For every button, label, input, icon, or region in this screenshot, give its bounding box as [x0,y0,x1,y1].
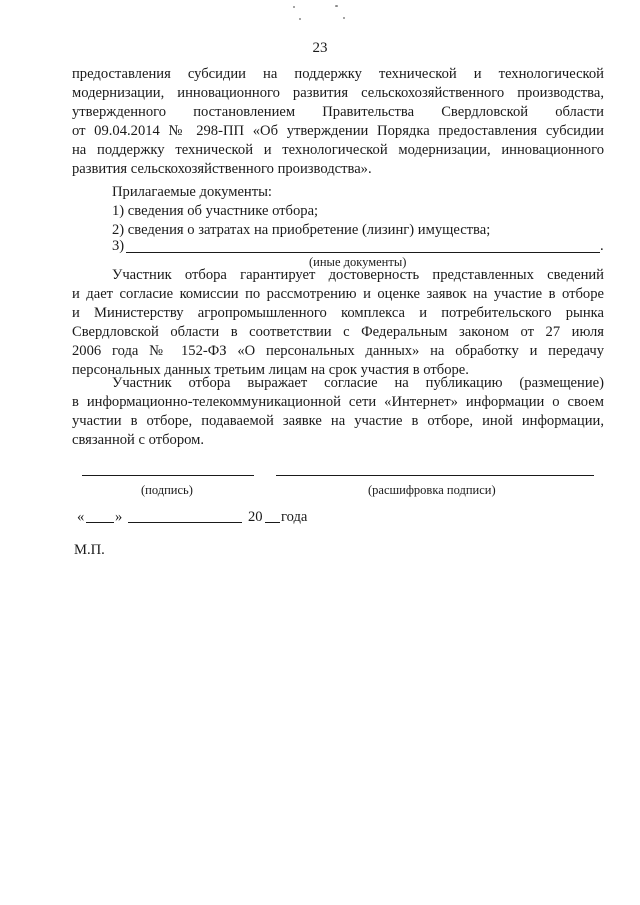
scan-speck [335,5,338,7]
text-line: модернизации, инновационного развития сельскохозяйственного производства, [72,85,604,101]
text-line: Участник отбора гарантирует достоверность представленных сведений [112,267,604,283]
attachment-item-3-blank [126,252,600,253]
text-line: Свердловской области в соответствии с Федеральным законом от 27 июля [72,324,604,340]
text-line: на поддержку технической и технологической модернизации, инновационного [72,142,604,158]
guarantee-paragraph [72,266,604,380]
date-open-quote: « [77,509,85,525]
signature-decode-caption: (расшифровка подписи) [368,483,496,497]
text-line: и Министерству агропромышленного комплекса и потребительского рынка [72,305,604,321]
text-line: предоставления субсидии на поддержку технической и технологической [72,66,604,82]
signature-line [82,475,254,476]
attachment-item-3-suffix: . [600,238,604,254]
text-line: персональных данных третьим лицам на срок участия в отборе. [72,362,469,378]
text-line: от 09.04.2014 № 298-ПП «Об утверждении Порядка предоставления субсидии [72,123,604,139]
scan-speck [293,6,295,8]
attachment-item-1: 1) сведения об участнике отбора; [112,203,319,219]
attachment-item-3-caption: (иные документы) [309,255,407,269]
date-month-blank [128,522,242,523]
text-line: Участник отбора выражает согласие на публикацию (размещение) [112,375,604,391]
date-day-blank [86,522,114,523]
text-line: в информационно-телекоммуникационной сети «Интернет» информации о своем [72,394,604,410]
scan-speck [299,18,301,20]
scan-speck [343,17,345,19]
text-line: развития сельскохозяйственного производства». [72,161,372,177]
intro-paragraph [72,65,604,179]
attachment-item-3-prefix: 3) [112,238,125,254]
text-line: утвержденного постановлением Правительства Свердловской области [72,104,604,120]
stamp-label: М.П. [74,542,105,558]
date-year-blank [265,522,280,523]
text-line: связанной с отбором. [72,432,205,448]
date-year-suffix: года [281,509,308,525]
attachments-heading: Прилагаемые документы: [112,184,272,200]
page-number: 23 [312,40,328,56]
signature-decode-line [276,475,594,476]
text-line: 2006 года № 152-ФЗ «О персональных данных» на обработку и передачу [72,343,604,359]
date-close-quote: » [115,509,123,525]
date-year-prefix: 20 [248,509,263,525]
attachment-item-2: 2) сведения о затратах на приобретение (лизинг) имущества; [112,222,491,238]
publication-paragraph [72,374,604,450]
text-line: и дает согласие комиссии по рассмотрению и оценке заявок на участие в отборе [72,286,604,302]
signature-caption: (подпись) [141,483,193,497]
text-line: участии в отборе, подаваемой заявке на участие в отборе, иной информации, [72,413,604,429]
